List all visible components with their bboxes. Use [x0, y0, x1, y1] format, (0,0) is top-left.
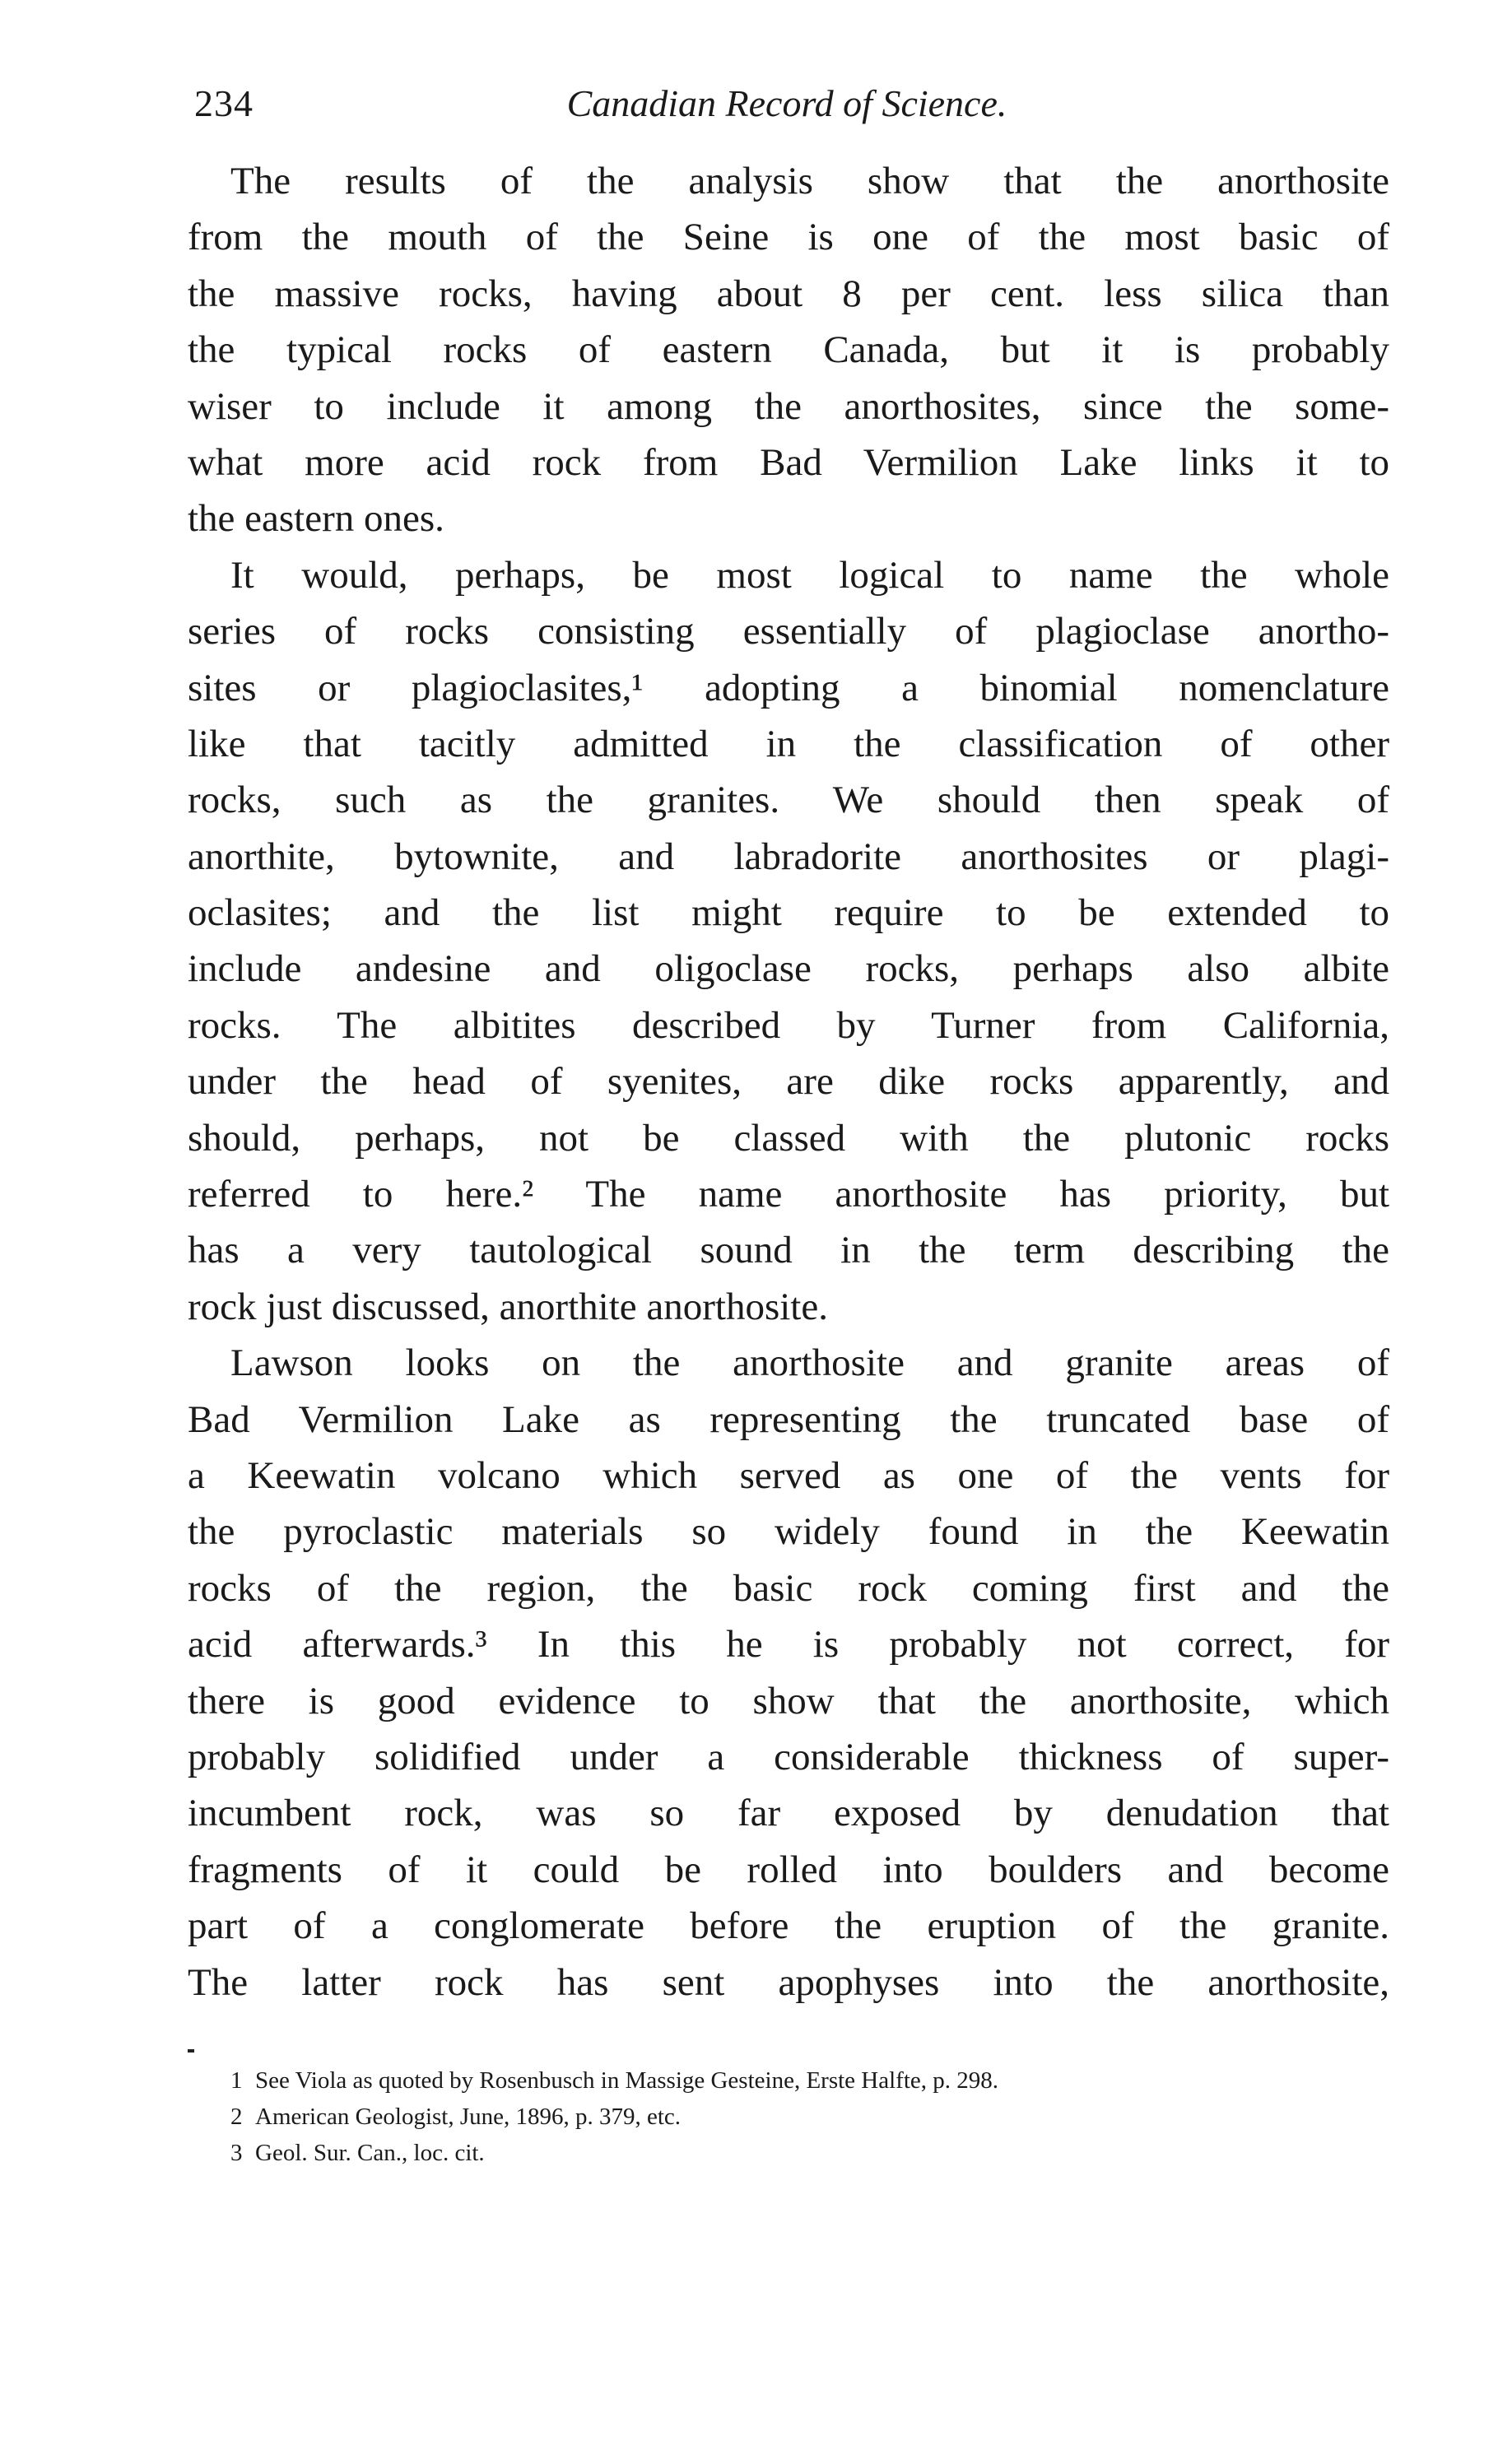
text-line: wiser to include it among the anorthosites, since the some- — [188, 384, 1389, 428]
text-line: The results of the analysis show that the anorthosite — [230, 160, 1389, 202]
footnote-mark: 2 — [230, 2104, 243, 2130]
text-line: like that tacitly admitted in the classification of other — [188, 722, 1389, 765]
text-line: acid afterwards.³ In this he is probably not correct, for — [188, 1623, 1389, 1667]
running-title: Canadian Record of Science. — [566, 82, 1007, 124]
text-line: part of a conglomerate before the eruption of the granite. — [188, 1904, 1389, 1948]
text-line: should, perhaps, not be classed with the plutonic rocks — [188, 1116, 1389, 1160]
text-line: from the mouth of the Seine is one of the most basic of — [188, 216, 1389, 259]
text-line: rocks. The albitites described by Turner from California, — [188, 1003, 1389, 1047]
footnote — [230, 2099, 1383, 2135]
text-line: probably solidified under a considerable thickness of super- — [188, 1735, 1389, 1778]
text-line: rocks, such as the granites. We should then speak of — [188, 779, 1389, 822]
text-line: include andesine and oligoclase rocks, perhaps also albite — [188, 947, 1389, 991]
footnote-text: See Viola as quoted by Rosenbusch in Massige Gesteine, Erste Halfte, p. 298. — [255, 2067, 998, 2094]
text-line: incumbent rock, was so far exposed by denudation that — [188, 1792, 1389, 1835]
text-line: there is good evidence to show that the anorthosite, which — [188, 1679, 1389, 1722]
page-number: 234 — [194, 82, 254, 124]
footnote — [230, 2135, 1383, 2171]
page-header — [194, 71, 1384, 137]
footnotes — [230, 2062, 1383, 2171]
footnote-text: American Geologist, June, 1896, p. 379, etc. — [255, 2104, 682, 2130]
text-line: the typical rocks of eastern Canada, but it is probably — [188, 328, 1389, 372]
text-line: rock just discussed, anorthite anorthosite. — [188, 1285, 828, 1328]
body-text — [188, 153, 1389, 2011]
footnote-mark: 3 — [230, 2140, 243, 2166]
text-line: fragments of it could be rolled into boulders and become — [188, 1848, 1389, 1891]
text-line: Bad Vermilion Lake as representing the truncated base of — [188, 1397, 1389, 1441]
footnote — [230, 2062, 1383, 2099]
text-line: what more acid rock from Bad Vermilion Lake links it to — [188, 440, 1389, 484]
footnote-text: Geol. Sur. Can., loc. cit. — [255, 2140, 485, 2166]
text-line: series of rocks consisting essentially of plagioclase anortho- — [188, 610, 1389, 653]
text-line: The latter rock has sent apophyses into the anorthosite, — [188, 1960, 1389, 2004]
text-line: sites or plagioclasites,¹ adopting a binomial nomenclature — [188, 666, 1389, 709]
text-line: Lawson looks on the anorthosite and granite areas of — [230, 1341, 1389, 1385]
footnote-rule — [188, 2049, 194, 2053]
text-line: anorthite, bytownite, and labradorite anorthosites or plagi- — [188, 835, 1389, 878]
footnote-mark: 1 — [230, 2067, 243, 2094]
text-line: oclasites; and the list might require to be extended to — [188, 891, 1389, 935]
text-line: It would, perhaps, be most logical to name the whole — [230, 553, 1389, 597]
text-line: referred to here.² The name anorthosite has priority, but — [188, 1173, 1389, 1216]
text-line: the pyroclastic materials so widely found in the Keewatin — [188, 1510, 1389, 1554]
text-line: rocks of the region, the basic rock coming first and the — [188, 1566, 1389, 1610]
text-line: under the head of syenites, are dike rocks apparently, and — [188, 1060, 1389, 1104]
text-line: the eastern ones. — [188, 497, 444, 541]
text-line: the massive rocks, having about 8 per cent. less silica than — [188, 272, 1389, 315]
text-line: has a very tautological sound in the term describing the — [188, 1229, 1389, 1272]
text-line: a Keewatin volcano which served as one of the vents for — [188, 1453, 1389, 1497]
